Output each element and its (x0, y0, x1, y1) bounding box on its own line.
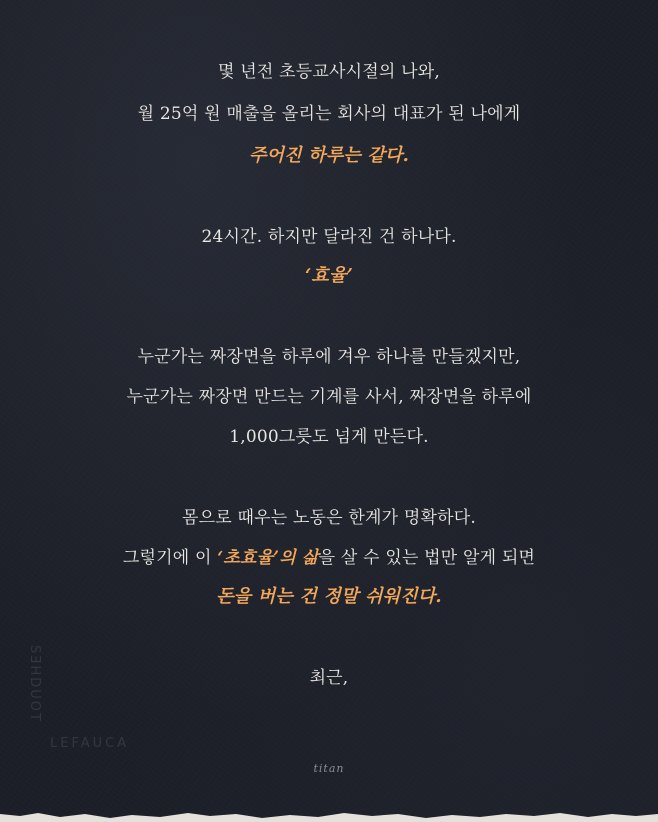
paragraph3-line3: 1,000그릇도 넘게 만든다. (229, 427, 429, 447)
paragraph1-highlight: 주어진 하루는 같다. (248, 145, 410, 166)
paragraph4-line2-prefix: 그렇기에 이 (122, 548, 218, 568)
paragraph2-line1: 24시간. 하지만 달라진 건 하나다. (201, 227, 457, 247)
torn-paper-edge (0, 808, 658, 822)
watermark-horizontal: LEFAUCA (50, 736, 130, 751)
signature: titan (313, 762, 345, 775)
paragraph1-line2: 월 25억 원 매출을 올리는 회사의 대표가 된 나에게 (137, 104, 521, 124)
paragraph4-line2 (0, 546, 658, 570)
paragraph4-line2-highlight: ‘초효율’의 삶 (217, 548, 319, 568)
watermark-vertical: SƎHDUOT (27, 645, 42, 723)
paragraph2-highlight: ‘효율’ (304, 265, 354, 286)
paragraph3-line2: 누군가는 짜장면 만드는 기계를 사서, 짜장면을 하루에 (126, 387, 532, 407)
paragraph1-line1: 몇 년전 초등교사시절의 나와, (218, 62, 440, 82)
paragraph4-line2-suffix: 을 살 수 있는 법만 알게 되면 (318, 548, 536, 568)
paragraph5-line1: 최근, (309, 668, 349, 688)
paragraph4-highlight: 돈을 버는 건 정말 쉬워진다. (216, 586, 442, 607)
paragraph4-line1: 몸으로 때우는 노동은 한계가 명확하다. (182, 508, 476, 528)
paragraph3-line1: 누군가는 짜장면을 하루에 겨우 하나를 만들겠지만, (137, 347, 521, 367)
